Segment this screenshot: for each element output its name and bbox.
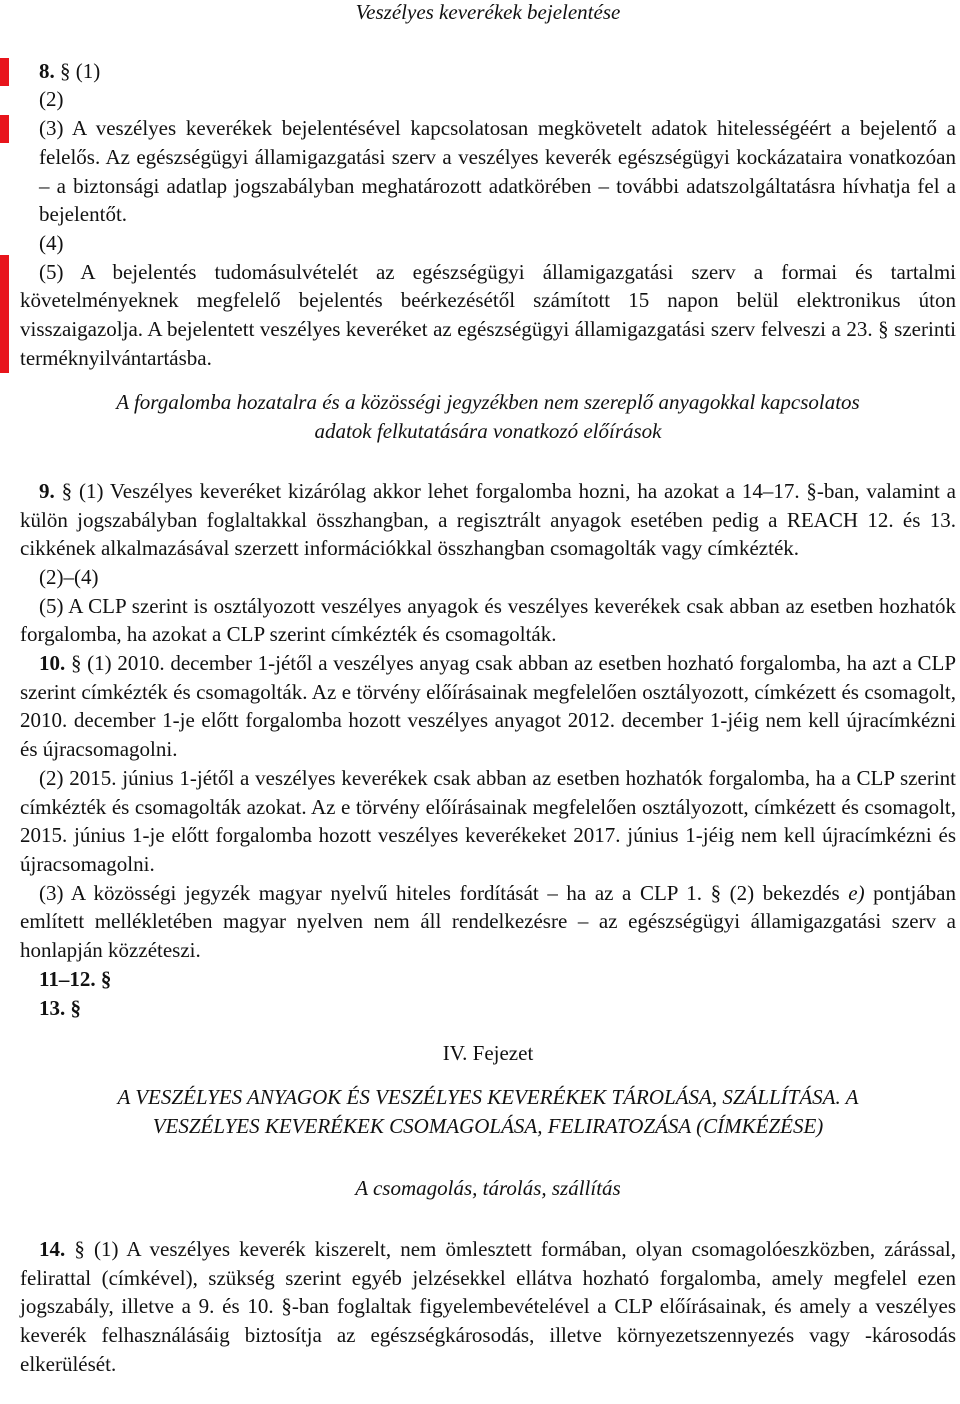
section-number: 10. [39,651,66,676]
section-11-12: 11–12. § [39,966,112,991]
section-8-para-5: (5) A bejelentés tudomásulvételét az egészségügyi államigazgatási szerv a formai és tartalmi követelményeknek megfelelő bejelentés beérkezésétől számított 15 napon belül elektronikus úton visszaigazolja. A bejelentett veszélyes keveréket az egészségügyi államigazgatási szerv felveszi a 23. § szerinti terméknyilvántartásba. [20,259,956,370]
document-body [20,0,956,1379]
chapter-subtitle: A csomagolás, tárolás, szállítás [355,1176,621,1201]
section-8-para-4: (4) [39,230,64,255]
subheading-line-1: A forgalomba hozatalra és a közösségi jegyzékben nem szereplő anyagokkal kapcsolatos [116,390,860,415]
change-marker [0,58,9,86]
section-number: 14. [39,1237,66,1262]
section-10-para-1: 10. § (1) 2010. december 1-jétől a veszélyes anyag csak abban az esetben hozható forgalomba, ha azt a CLP szerint címkézték és csomagolták. Az e törvény előírásainak megfelelően osztályozott, címkézett és csomagolt, 2010. december 1-je előtt forgalomba hozott veszélyes anyagot 2012. december 1-jéig nem kell újracímkézni és újracsomagolni. [20,651,957,762]
section-9-para-2: (2)–(4) [39,564,99,589]
section-13: 13. § [39,995,81,1020]
section-9-para-1: 9. § (1) Veszélyes keveréket kizárólag akkor lehet forgalomba hozni, ha azokat a 14–17. §-ban, valamint a külön jogszabályban foglaltakkal összhangban, a regisztrált anyagok esetében pedig a REACH 12. és 13. cikkének alkalmazásával szerzett információkkal összhangban csomagolták vagy címkézték. [20,478,956,561]
section-10-para-3: (3) A közösségi jegyzék magyar nyelvű hiteles fordítását – ha az a CLP 1. § (2) bekezdés e) pontjában említett mellékletében magyar nyelven nem áll rendelkezésre – az egészségügyi államigazgatási szerv a honlapján közzéteszi. [20,880,956,963]
section-number: 8. [39,58,55,83]
change-marker [0,255,9,373]
change-marker [0,115,9,143]
section-8-para-2: (2) [39,87,64,112]
chapter-title-line-1: A VESZÉLYES ANYAGOK ÉS VESZÉLYES KEVERÉKEK TÁROLÁSA, SZÁLLÍTÁSA. A [117,1084,859,1109]
subheading-line-2: adatok felkutatására vonatkozó előírások [314,419,662,444]
section-10-para-2: (2) 2015. június 1-jétől a veszélyes keverékek csak abban az esetben hozhatók forgalomba, ha a CLP szerint címkézték és csomagolták azokat. Az e törvény előírásainak megfelelően osztályozott, címkézett és csomagolt, 2015. június 1-je előtt forgalomba hozott veszélyes keverékeket 2017. június 1-jéig nem kell újracímkézni és újracsomagolni. [20,765,956,876]
chapter-number: IV. Fejezet [442,1041,534,1066]
section-9-para-5: (5) A CLP szerint is osztályozott veszélyes anyagok és veszélyes keverékek csak abban az esetben hozhatók forgalomba, ha azokat a CLP szerint címkézték és csomagolták. [20,593,956,647]
section-8-para-3: (3) A veszélyes keverékek bejelentésével kapcsolatosan megkövetelt adatok hitelességéért a bejelentő a felelős. Az egészségügyi államigazgatási szerv a veszélyes keverék egészségügyi kockázataira vonatkozóan – a biztonsági adatlap jogszabályban meghatározott adatkörében – további adatszolgáltatásra hívhatja fel a bejelentőt. [39,116,956,227]
section-number: 9. [39,478,55,503]
page-header: Veszélyes keverékek bejelentése [355,0,621,24]
section-14-para-1: 14. § (1) A veszélyes keverék kiszerelt, nem ömlesztett formában, olyan csomagolóeszközben, zárással, felirattal (címkével), szükség szerint egyéb jelzésekkel ellátva hozható forgalomba, amely megfelel ezen jogszabály, illetve a 9. és 10. §-ban foglaltak figyelembevételével a CLP előírásainak, és amely a veszélyes keverék felhasználásáig biztosítja az egészségkárosodás, illetve környezetszennyezés vagy -károsodás elkerülését. [20,1237,957,1376]
section-8-para-1: 8. § (1) [39,58,101,83]
chapter-title-line-2: VESZÉLYES KEVERÉKEK CSOMAGOLÁSA, FELIRATOZÁSA (CÍMKÉZÉSE) [152,1113,824,1138]
